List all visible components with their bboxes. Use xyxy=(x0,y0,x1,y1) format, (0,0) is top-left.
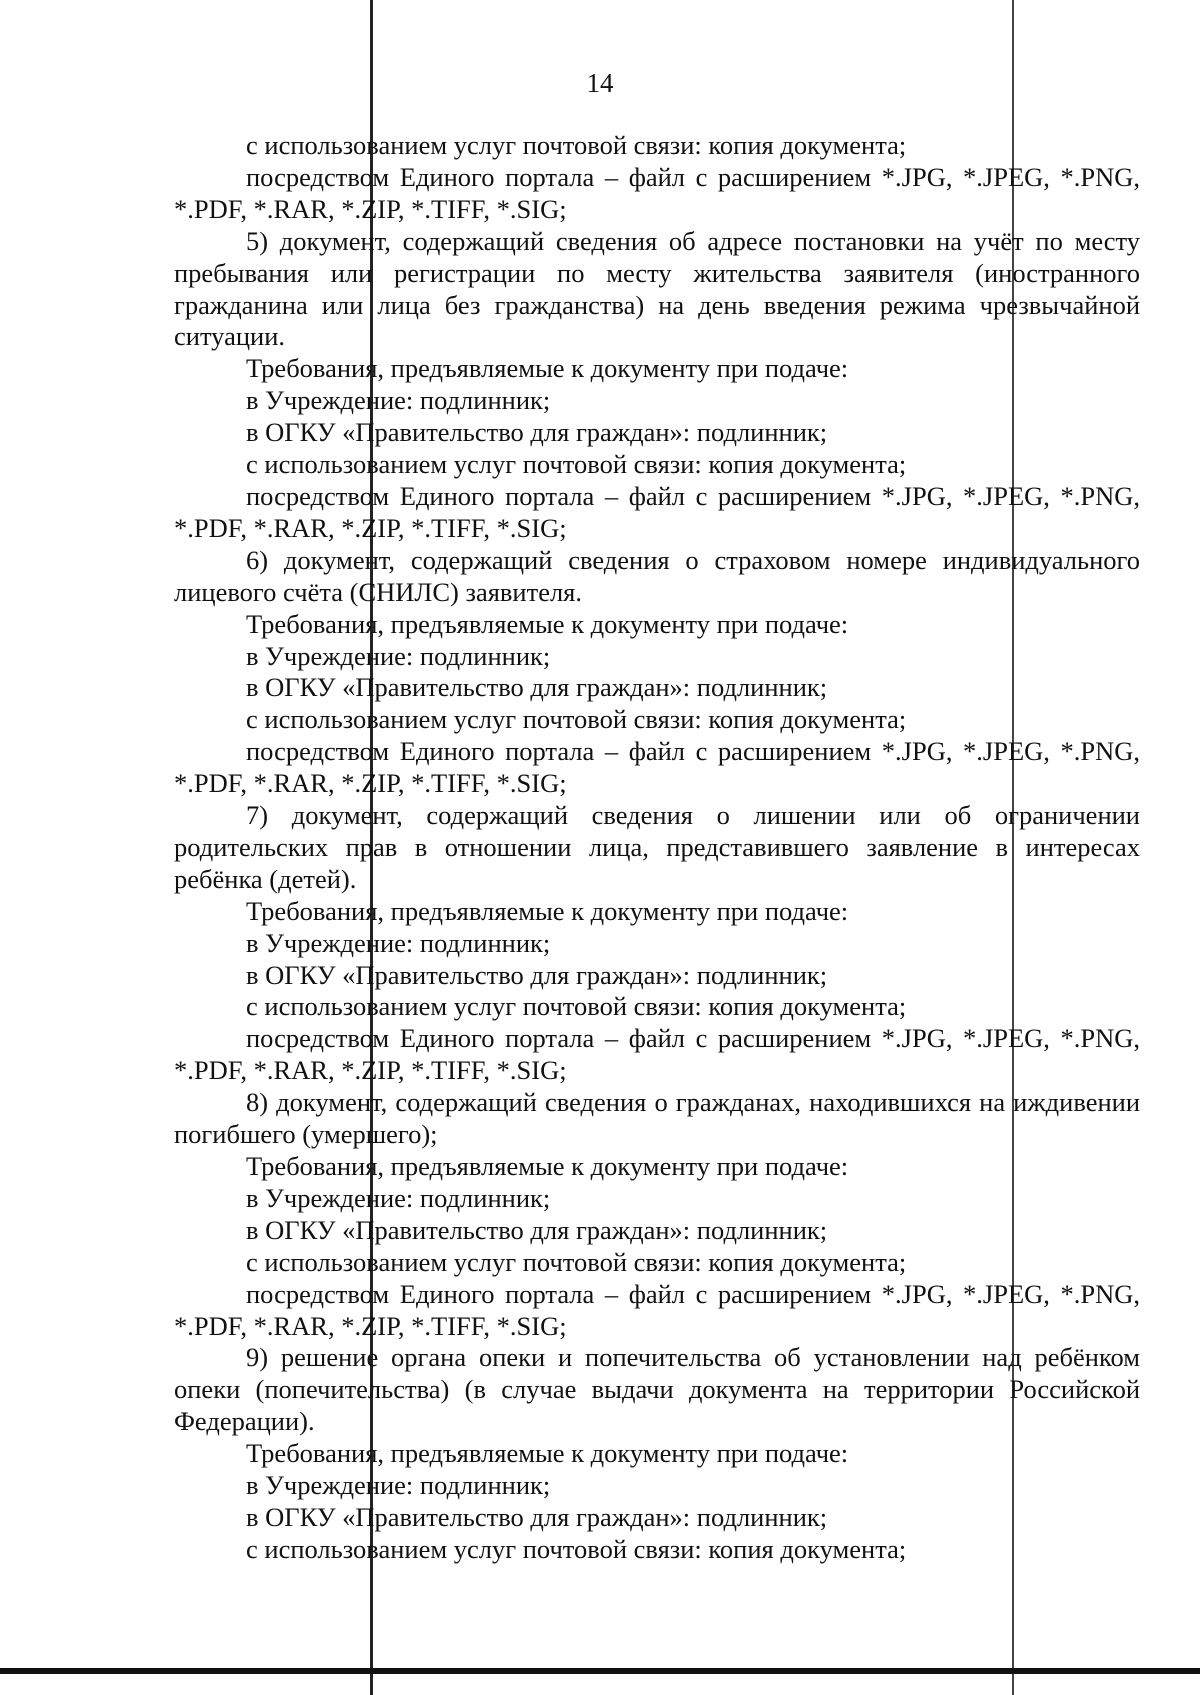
paragraph: 8) документ, содержащий сведения о гражданах, находившихся на иждивении погибшего (умершего); xyxy=(174,1087,1140,1150)
paragraph: в Учреждение: подлинник; xyxy=(246,640,551,671)
paragraph: 9) решение органа опеки и попечительства об установлении над ребёнком опеки (попечительства) (в случае выдачи документа на территории Российской Федерации). xyxy=(174,1342,1140,1437)
paragraph: 5) документ, содержащий сведения об адресе постановки на учёт по месту пребывания или регистрации по месту жительства заявителя (иностранного гражданина или лица без гражданства) на день введения режима чрезвычайной ситуации. xyxy=(174,225,1140,352)
paragraph: Требования, предъявляемые к документу при подаче: xyxy=(246,1151,849,1181)
paragraph: с использованием услуг почтовой связи: копия документа; xyxy=(246,130,907,160)
paragraph: Требования, предъявляемые к документу при подаче: xyxy=(246,353,849,384)
paragraph: 6) документ, содержащий сведения о страховом номере индивидуального лицевого счёта (СНИЛС) заявителя. xyxy=(174,544,1140,607)
paragraph: в ОГКУ «Правительство для граждан»: подлинник; xyxy=(246,959,828,990)
paragraph: с использованием услуг почтовой связи: копия документа; xyxy=(246,1533,907,1564)
paragraph: посредством Единого портала – файл с расширением *.JPG, *.JPEG, *.PNG, *.PDF, *.RAR, *.ZIP, *.TIFF, *.SIG; xyxy=(174,161,1140,224)
paragraph: в Учреждение: подлинник; xyxy=(246,1470,551,1501)
paragraph: в ОГКУ «Правительство для граждан»: подлинник; xyxy=(246,1214,828,1245)
paragraph: в Учреждение: подлинник; xyxy=(246,927,551,958)
paragraph: Требования, предъявляемые к документу при подаче: xyxy=(246,895,849,926)
paragraph: с использованием услуг почтовой связи: копия документа; xyxy=(246,449,907,480)
paragraph: с использованием услуг почтовой связи: копия документа; xyxy=(246,991,907,1022)
page-number: 14 xyxy=(586,68,614,98)
paragraph: посредством Единого портала – файл с расширением *.JPG, *.JPEG, *.PNG, *.PDF, *.RAR, *.ZIP, *.TIFF, *.SIG; xyxy=(174,480,1140,543)
paragraph: Требования, предъявляемые к документу при подаче: xyxy=(246,608,849,639)
paragraph: посредством Единого портала – файл с расширением *.JPG, *.JPEG, *.PNG, *.PDF, *.RAR, *.ZIP, *.TIFF, *.SIG; xyxy=(174,736,1140,799)
paragraph: посредством Единого портала – файл с расширением *.JPG, *.JPEG, *.PNG, *.PDF, *.RAR, *.ZIP, *.TIFF, *.SIG; xyxy=(174,1278,1140,1341)
paragraph: в ОГКУ «Правительство для граждан»: подлинник; xyxy=(246,1501,828,1532)
paragraph: в ОГКУ «Правительство для граждан»: подлинник; xyxy=(246,417,828,448)
document-body xyxy=(174,130,1140,1566)
paragraph: посредством Единого портала – файл с расширением *.JPG, *.JPEG, *.PNG, *.PDF, *.RAR, *.ZIP, *.TIFF, *.SIG; xyxy=(174,1023,1140,1086)
paragraph: в Учреждение: подлинник; xyxy=(246,1182,551,1213)
paragraph: с использованием услуг почтовой связи: копия документа; xyxy=(246,1246,907,1277)
paragraph: с использованием услуг почтовой связи: копия документа; xyxy=(246,704,907,735)
paragraph: в ОГКУ «Правительство для граждан»: подлинник; xyxy=(246,672,828,703)
scan-bottom-border xyxy=(0,1668,1200,1674)
paragraph: Требования, предъявляемые к документу при подаче: xyxy=(246,1438,849,1469)
paragraph: в Учреждение: подлинник; xyxy=(246,385,551,416)
paragraph: 7) документ, содержащий сведения о лишении или об ограничении родительских прав в отношении лица, представившего заявление в интересах ребёнка (детей). xyxy=(174,800,1140,894)
